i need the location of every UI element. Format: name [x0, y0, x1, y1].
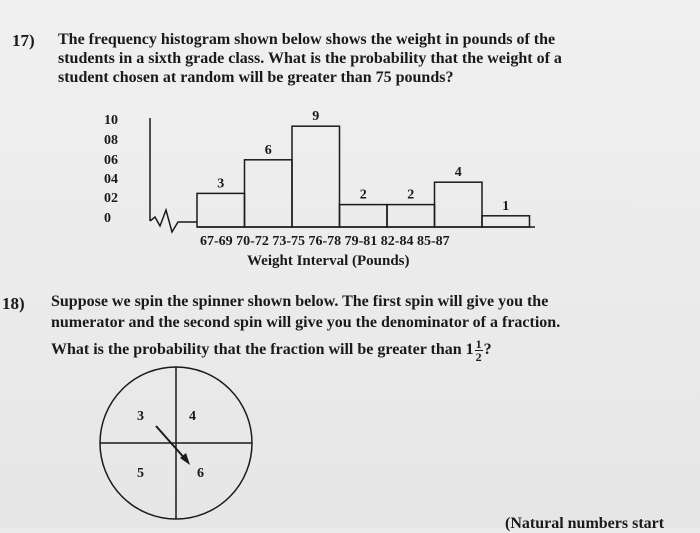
fraction-denominator: 2 [475, 350, 482, 364]
y-tick-label: 08 [104, 133, 118, 148]
bar-value-label: 2 [359, 187, 367, 203]
spinner-number: 6 [197, 466, 204, 481]
y-tick-label: 02 [104, 191, 118, 206]
question-18-line-2: numerator and the second spin will give you the denominator of a fraction. [51, 314, 561, 331]
question-18-line-3-suffix: ? [483, 341, 492, 359]
y-tick-label: 10 [104, 113, 118, 128]
y-tick-label: 0 [104, 211, 111, 226]
y-tick-label: 04 [104, 172, 118, 187]
bar-value-label: 6 [264, 142, 272, 158]
x-axis-label: Weight Interval (Pounds) [247, 253, 410, 269]
question-17-number: 17) [12, 31, 35, 50]
bar-value-label: 3 [217, 176, 225, 192]
y-tick-label: 06 [104, 153, 118, 168]
question-17-line-2: students in a sixth grade class. What is the probability that the weight of a [58, 50, 562, 67]
question-18-line-3-text: What is the probability that the fraction will be greater than 1 [51, 341, 474, 359]
x-tick-labels: 67-69 70-72 73-75 76-78 79-81 82-84 85-87 [200, 234, 450, 249]
question-18-number: 18) [2, 294, 25, 313]
bar-value-label: 1 [502, 198, 510, 214]
spinner-number: 3 [137, 409, 144, 424]
spinner-number: 5 [137, 466, 144, 481]
bar-value-label: 9 [312, 109, 320, 125]
fraction-numerator: 1 [475, 337, 482, 351]
bar-value-label: 2 [407, 187, 415, 203]
bar-value-label: 4 [454, 165, 462, 181]
bottom-cut-text: (Natural numbers start [505, 515, 665, 532]
question-17-line-3: student chosen at random will be greater than 75 pounds? [58, 69, 454, 86]
spinner-number: 4 [189, 409, 196, 424]
question-17-line-1: The frequency histogram shown below shows the weight in pounds of the [58, 31, 556, 48]
question-18-line-1: Suppose we spin the spinner shown below. The first spin will give you the [51, 293, 549, 310]
